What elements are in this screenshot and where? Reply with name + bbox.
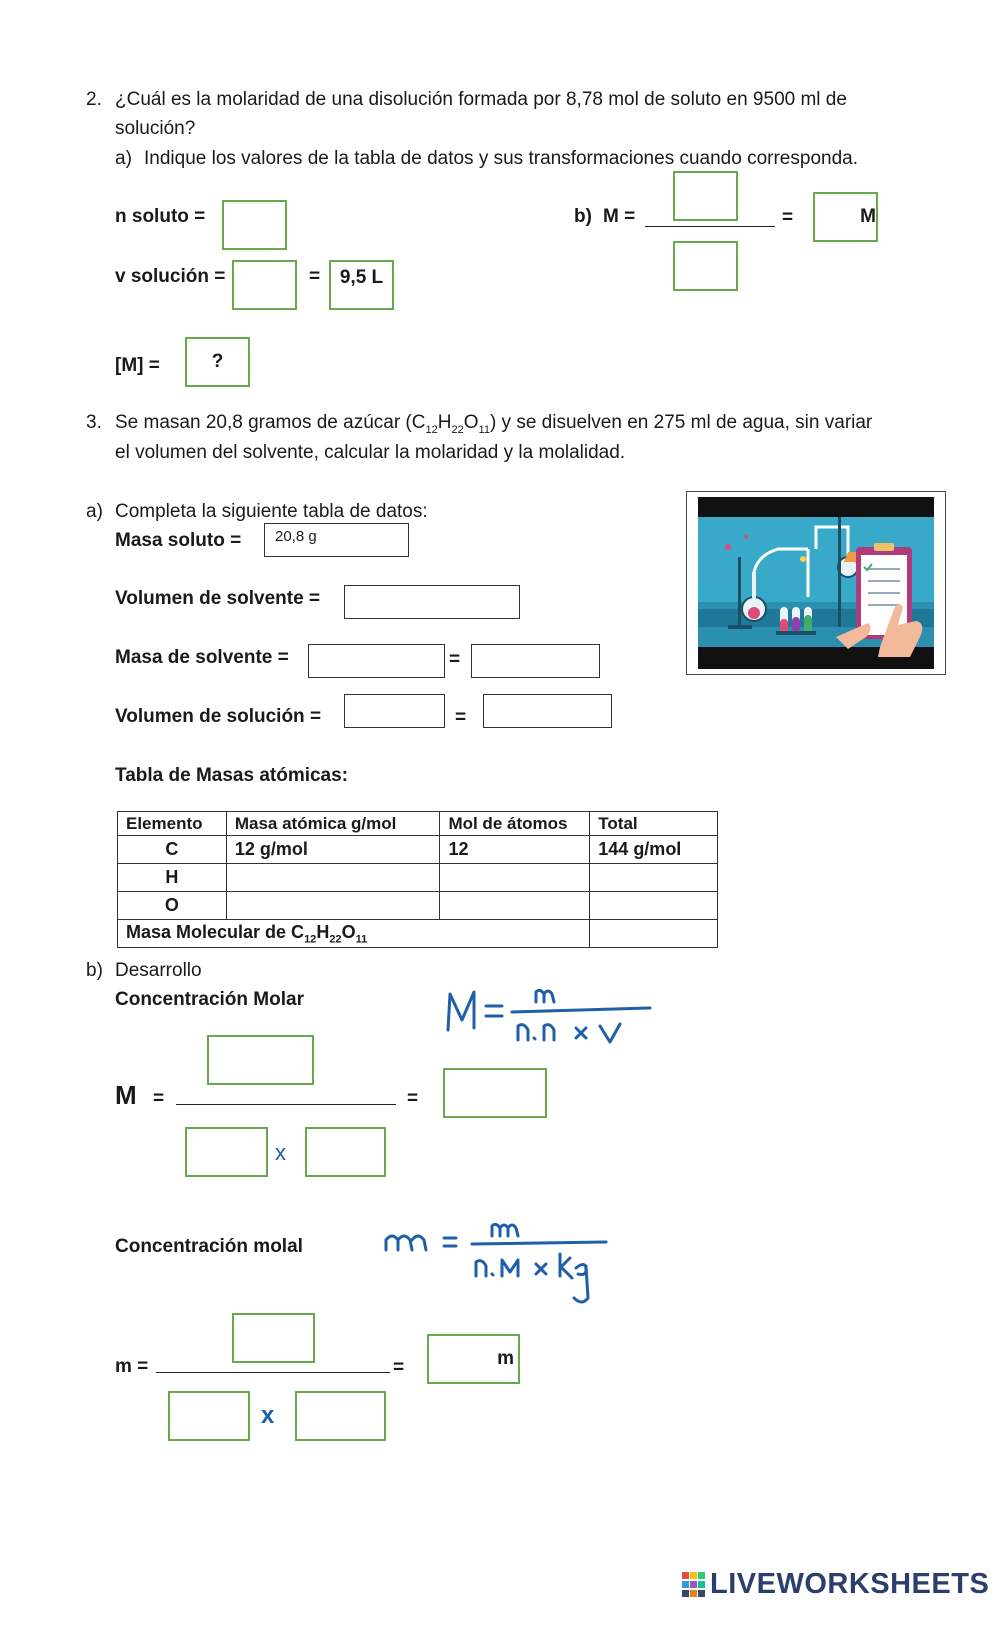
molarity-value: ?: [211, 351, 224, 372]
masa-input-cell[interactable]: [226, 864, 440, 892]
molal-result-unit: m: [497, 1348, 514, 1369]
molal-denominator-input-2[interactable]: [295, 1391, 386, 1441]
masa-soluto-label: Masa soluto =: [115, 530, 242, 551]
molar-equals-2: =: [407, 1088, 419, 1109]
q3-text-line2: el volumen del solvente, calcular la molaridad y la molalidad.: [115, 442, 626, 463]
header-masa-atomica: Masa atómica g/mol: [226, 812, 440, 836]
molar-denominator-input-2[interactable]: [305, 1127, 386, 1177]
q2-b-label: b): [574, 206, 592, 227]
equals-sign: =: [309, 266, 321, 287]
molar-times: x: [275, 1140, 286, 1165]
header-mol-atomos: Mol de átomos: [440, 812, 590, 836]
q3-b-label: b): [86, 960, 103, 981]
molal-m-label: m =: [115, 1356, 149, 1377]
molar-numerator-input[interactable]: [207, 1035, 314, 1085]
lab-illustration-frame: [686, 491, 946, 675]
q2-text-line2: solución?: [115, 118, 196, 139]
table-title: Tabla de Masas atómicas:: [115, 765, 349, 786]
mol-input-cell[interactable]: [440, 864, 590, 892]
table-row: [118, 892, 718, 920]
mol-cell: 12: [440, 836, 590, 864]
lab-illustration: [698, 497, 934, 669]
total-cell: 144 g/mol: [590, 836, 718, 864]
masa-solvente-equals: =: [449, 649, 461, 670]
masa-input-cell[interactable]: [226, 892, 440, 920]
molarity-label: [M] =: [115, 355, 160, 376]
molar-title: Concentración Molar: [115, 989, 304, 1010]
handwritten-molar-formula: [440, 980, 660, 1050]
n-soluto-input[interactable]: [222, 200, 287, 250]
q2-fraction-bar: [645, 226, 775, 227]
v-solucion-value: 9,5 L: [339, 267, 384, 288]
masa-solvente-label: Masa de solvente =: [115, 647, 289, 668]
molecular-mass-input-cell[interactable]: [590, 920, 718, 948]
volumen-solucion-converted-input[interactable]: [483, 694, 612, 728]
q3-b-text: Desarrollo: [115, 960, 202, 981]
total-input-cell[interactable]: [590, 892, 718, 920]
molecular-mass-label: Masa Molecular de $C_{12}H_{22}O_{11}$: [118, 920, 590, 948]
volumen-solvente-input[interactable]: [344, 585, 520, 619]
masa-soluto-box: [264, 523, 409, 557]
mol-input-cell[interactable]: [440, 892, 590, 920]
element-cell: C: [118, 836, 227, 864]
v-solucion-input[interactable]: [232, 260, 297, 310]
q3-number: 3.: [86, 412, 102, 433]
q2-result-unit: M: [860, 206, 876, 227]
molal-denominator-input-1[interactable]: [168, 1391, 250, 1441]
header-elemento: Elemento: [118, 812, 227, 836]
table-row: [118, 836, 718, 864]
q3-a-label: a): [86, 501, 103, 522]
molar-equals-1: =: [153, 1088, 165, 1109]
molar-m-label: M: [115, 1080, 137, 1110]
volumen-solucion-input[interactable]: [344, 694, 445, 728]
handwritten-molal-formula: [380, 1220, 610, 1310]
q2-numerator-input[interactable]: [673, 171, 738, 221]
q2-a-text: Indique los valores de la tabla de datos y sus transformaciones cuando corresponda.: [144, 148, 858, 169]
masa-solvente-input[interactable]: [308, 644, 445, 678]
q2-b-m-label: M =: [603, 206, 636, 227]
masa-soluto-value: 20,8 g: [275, 528, 317, 545]
masa-cell: 12 g/mol: [226, 836, 440, 864]
molal-result-input[interactable]: [427, 1334, 520, 1384]
v-solucion-converted: [329, 260, 394, 310]
molarity-box: [185, 337, 250, 387]
volumen-solvente-label: Volumen de solvente =: [115, 588, 321, 609]
molal-fraction-bar: [156, 1372, 390, 1373]
total-input-cell[interactable]: [590, 864, 718, 892]
q2-a-label: a): [115, 148, 132, 169]
molal-title: Concentración molal: [115, 1236, 303, 1257]
molal-times: x: [261, 1402, 275, 1429]
n-soluto-label: n soluto =: [115, 206, 206, 227]
q2-text-line1: ¿Cuál es la molaridad de una disolución formada por 8,78 mol de soluto en 9500 ml de: [115, 89, 847, 110]
molar-result-input[interactable]: [443, 1068, 547, 1118]
q2-denominator-input[interactable]: [673, 241, 738, 291]
molal-numerator-input[interactable]: [232, 1313, 315, 1363]
volumen-solucion-label: Volumen de solución =: [115, 706, 322, 727]
molar-denominator-input-1[interactable]: [185, 1127, 268, 1177]
table-row: [118, 864, 718, 892]
molal-equals: =: [393, 1357, 405, 1378]
brand-icon: [682, 1572, 706, 1598]
masa-solvente-converted-input[interactable]: [471, 644, 600, 678]
v-solucion-label: v solución =: [115, 266, 226, 287]
molar-fraction-bar: [176, 1104, 396, 1105]
q2-result-input[interactable]: [813, 192, 878, 242]
element-cell: H: [118, 864, 227, 892]
header-total: Total: [590, 812, 718, 836]
q2-b-equals: =: [782, 207, 794, 228]
element-cell: O: [118, 892, 227, 920]
atomic-mass-table: [117, 811, 718, 948]
q2-number: 2.: [86, 89, 102, 110]
brand-logo: [682, 1568, 989, 1601]
brand-name: LIVEWORKSHEETS: [710, 1568, 990, 1600]
volumen-solucion-equals: =: [455, 707, 467, 728]
q3-a-text: Completa la siguiente tabla de datos:: [115, 501, 428, 522]
q3-text-line1: Se masan 20,8 gramos de azúcar $(C_{12}H_{22}O_{11})$ y se disuelven en 275 ml de agua, sin variar: [115, 412, 873, 436]
